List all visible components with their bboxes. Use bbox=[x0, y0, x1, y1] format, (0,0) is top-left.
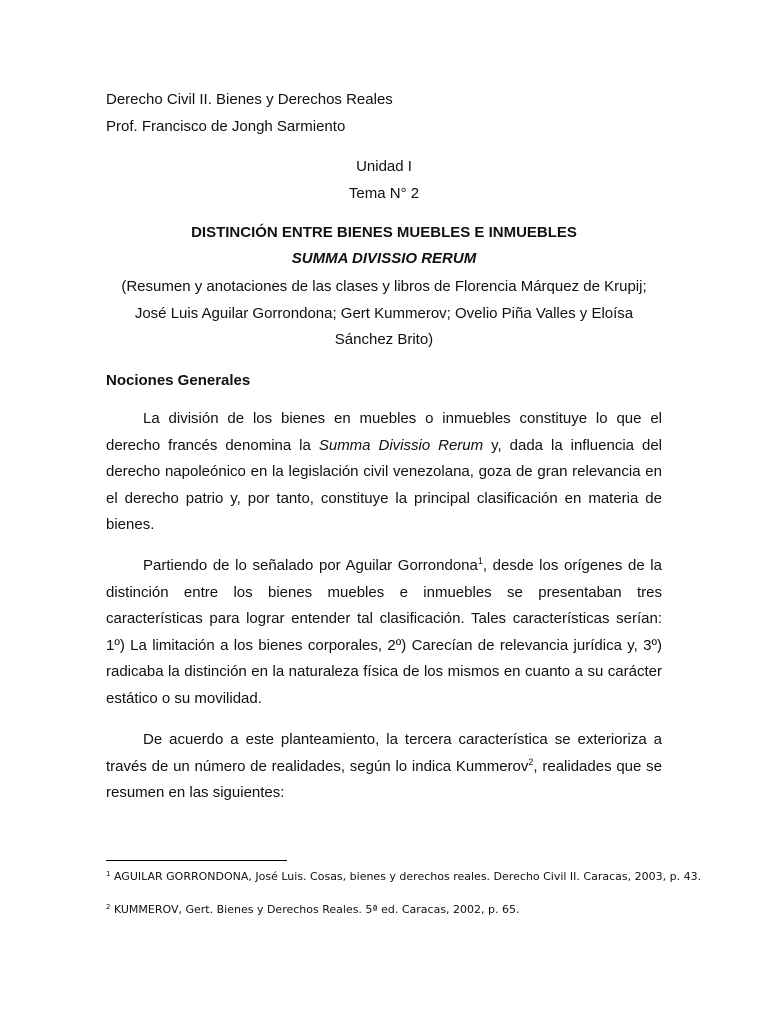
paragraph-3-text-b: , realidades que se resumen en las siguientes: bbox=[106, 757, 662, 801]
footnote-2 bbox=[106, 903, 520, 917]
topic-label: Tema N° 2 bbox=[348, 185, 420, 202]
paragraph-1-text-b: y, dada la influencia del derecho napoleónico en la legislación civil venezolana, goza de gran relevancia en el derecho patrio y, por tanto, constituye la principal clasificación en materia de bienes. bbox=[106, 436, 662, 533]
sources-note-line-3: Sánchez Brito) bbox=[334, 331, 434, 348]
paragraph-2-text-a: Partiendo de lo señalado por Aguilar Gorrondona bbox=[143, 557, 478, 574]
paragraph-2 bbox=[106, 553, 662, 712]
footnote-separator bbox=[106, 860, 287, 861]
section-heading: Nociones Generales bbox=[106, 372, 251, 389]
footnote-1-text: AGUILAR GORRONDONA, José Luis. Cosas, bienes y derechos reales. Derecho Civil II. Caracas, 2003, p. 43. bbox=[110, 870, 702, 883]
document-subtitle: SUMMA DIVISSIO RERUM bbox=[291, 250, 477, 267]
paragraph-1-italic-term: Summa Divissio Rerum bbox=[318, 436, 484, 454]
unit-label: Unidad I bbox=[356, 158, 412, 175]
sources-note-line-2: José Luis Aguilar Gorrondona; Gert Kummerov; Ovelio Piña Valles y Eloísa bbox=[134, 305, 634, 322]
document-title: DISTINCIÓN ENTRE BIENES MUEBLES E INMUEBLES bbox=[191, 224, 577, 241]
professor-name: Prof. Francisco de Jongh Sarmiento bbox=[106, 118, 346, 135]
sources-note-line-1: (Resumen y anotaciones de las clases y libros de Florencia Márquez de Krupij; bbox=[121, 278, 647, 295]
paragraph-3-text-a: De acuerdo a este planteamiento, la tercera característica se exterioriza a través de un número de realidades, según lo indica Kummerov bbox=[106, 731, 662, 775]
paragraph-3 bbox=[106, 727, 662, 807]
footnote-1 bbox=[106, 870, 701, 884]
footnote-ref-2: 2 bbox=[528, 756, 534, 767]
paragraph-1 bbox=[106, 406, 662, 539]
footnote-ref-1: 1 bbox=[477, 556, 483, 566]
footnote-2-text: KUMMEROV, Gert. Bienes y Derechos Reales. 5ª ed. Caracas, 2002, p. 65. bbox=[110, 903, 520, 916]
footnote-2-number: 2 bbox=[106, 903, 111, 911]
paragraph-1-text-a: La división de los bienes en muebles o inmuebles constituye lo que el derecho francés denomina la bbox=[106, 410, 662, 454]
course-title: Derecho Civil II. Bienes y Derechos Reales bbox=[106, 91, 393, 108]
paragraph-2-text-b: , desde los orígenes de la distinción entre los bienes muebles e inmuebles se presentaban tres características para lograr entender tal clasificación. Tales características serían: 1º) La limitación a los bienes corporales, 2º) Carecían de relevancia jurídica y, 3º) radicaba la distinción en la naturaleza física de los mismos en cuanto a su carácter estático o su movilidad. bbox=[106, 557, 662, 707]
footnote-1-number: 1 bbox=[106, 870, 111, 878]
